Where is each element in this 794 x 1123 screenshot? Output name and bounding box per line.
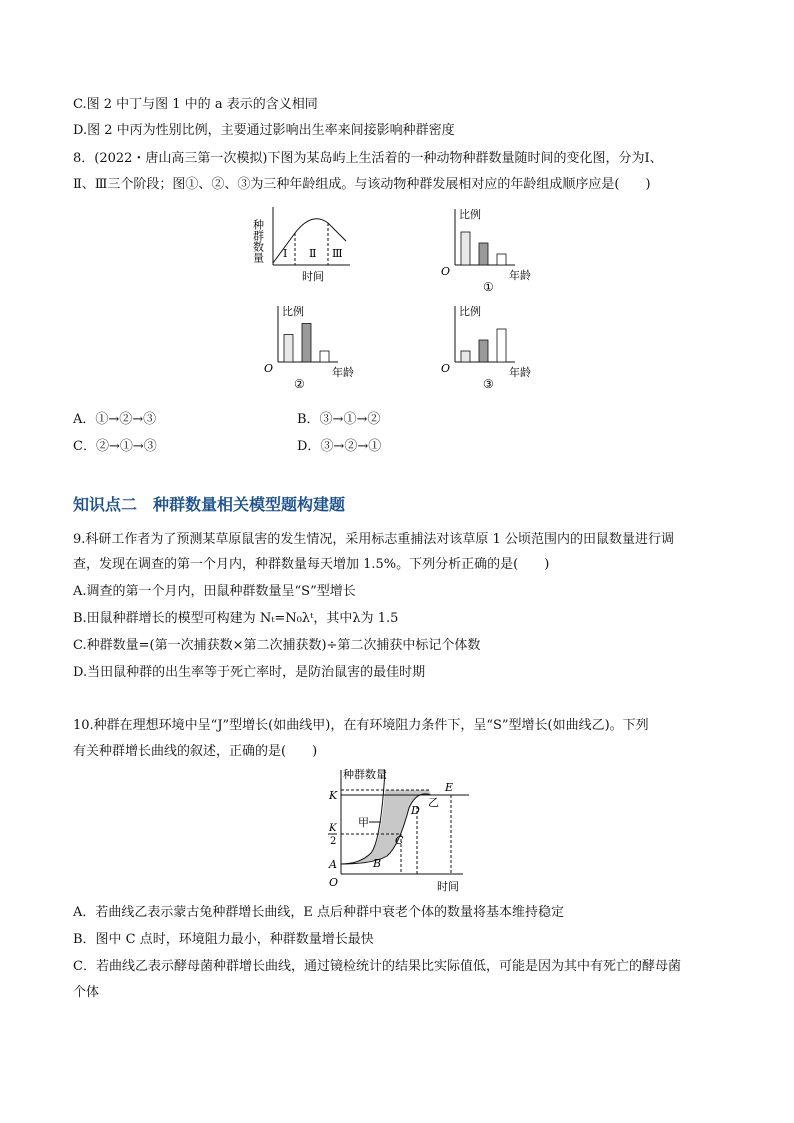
bar-成年 (302, 324, 311, 363)
q10-label-xlabel: 时间 (437, 880, 459, 893)
q10-label-k2-bot: 2 (330, 836, 337, 847)
q10-option-b: B．图中 C 点时，环境阻力最小，种群数量增长最快 (73, 932, 374, 947)
bar-幼年 (284, 335, 293, 363)
bar-老年 (497, 329, 506, 362)
bar-幼年 (461, 351, 470, 362)
q9-option-d: D.当田鼠种群的出生率等于死亡率时，是防治鼠害的最佳时期 (73, 665, 426, 680)
q8-stage-1: Ⅰ (283, 247, 288, 260)
q10-label-k: K (329, 789, 338, 802)
q10-label-c: C (395, 834, 404, 847)
bar2-ylabel: 比例 (282, 305, 304, 318)
bar-老年 (497, 254, 506, 265)
bar-成年 (479, 243, 488, 265)
q10-label-yi: 乙 (428, 796, 439, 809)
q10-label-b: B (373, 857, 382, 870)
q10-stem-line1: 10.种群在理想环境中呈“J”型增长(如曲线甲)，在有环境阻力条件下，呈“S”型增长(如曲线乙)。下列 (73, 718, 649, 733)
bar1-xlabel: 年龄 (509, 269, 531, 282)
q10-stem-line2: 有关种群增长曲线的叙述，正确的是( ) (73, 744, 318, 759)
q8-stem-line2: Ⅱ、Ⅲ三个阶段；图①、②、③为三种年龄组成。与该动物种群发展相对应的年龄组成顺序应是( ) (73, 177, 651, 192)
bar2-origin: O (264, 362, 274, 375)
q10-option-a: A．若曲线乙表示蒙古兔种群增长曲线，E 点后种群中衰老个体的数量将基本维持稳定 (73, 905, 565, 920)
bar3-caption: ③ (483, 377, 494, 391)
q9-stem-line2: 查，发现在调查的第一个月内，种群数量每天增加 1.5%。下列分析正确的是( ) (73, 557, 550, 572)
q7-option-c: C.图 2 中丁与图 1 中的 a 表示的含义相同 (73, 97, 318, 112)
q8-population-figure (250, 205, 370, 285)
q10-option-c-line1: C．若曲线乙表示酵母菌种群增长曲线，通过镜检统计的结果比实际值低，可能是因为其中有死亡的酵母菌 (73, 959, 681, 974)
q10-option-c-line2: 个体 (73, 985, 100, 1000)
bar3-xlabel: 年龄 (509, 366, 531, 379)
bar1-ylabel: 比例 (459, 208, 481, 221)
q8-bar-chart-1 (435, 205, 545, 295)
q8-fig-xlabel: 时间 (302, 270, 324, 283)
q10-label-d: D (411, 804, 420, 817)
q10-growth-figure (325, 768, 475, 894)
q9-stem-line1: 9.科研工作者为了预测某草原鼠害的发生情况，采用标志重捕法对该草原 1 公顷范围内的田鼠数量进行调 (73, 532, 674, 547)
bar-幼年 (461, 232, 470, 265)
section-heading: 知识点二 种群数量相关模型题构建题 (73, 495, 346, 514)
q10-label-e: E (445, 781, 454, 794)
q7-option-d: D.图 2 中丙为性别比例，主要通过影响出生率来间接影响种群密度 (73, 123, 455, 138)
q8-bar-chart-3 (435, 302, 545, 392)
q10-label-a: A (329, 858, 337, 871)
bar1-caption: ① (483, 280, 494, 294)
q9-option-a: A.调查的第一个月内，田鼠种群数量呈“S”型增长 (73, 584, 356, 599)
q8-fig-ylabel: 种群数量 (251, 219, 265, 263)
bar2-xlabel: 年龄 (332, 366, 354, 379)
q8-option-a: A．①→②→③ (73, 412, 157, 427)
q8-option-c: C．②→①→③ (73, 439, 157, 454)
q10-label-jia: 甲 (358, 816, 369, 829)
bar1-origin: O (441, 265, 451, 278)
bar3-ylabel: 比例 (459, 305, 481, 318)
bar-成年 (479, 340, 488, 362)
q8-option-b: B．③→①→② (297, 412, 381, 427)
bar3-origin: O (441, 362, 451, 375)
q10-label-ylabel: 种群数量 (343, 768, 387, 781)
q8-stage-2: Ⅱ (309, 247, 317, 260)
q8-bar-chart-2 (258, 302, 368, 392)
q10-label-k2-top: K (329, 823, 337, 834)
q8-stage-3: Ⅲ (332, 247, 343, 260)
bar2-caption: ② (294, 377, 305, 391)
q9-option-c: C.种群数量=(第一次捕获数×第二次捕获数)÷第二次捕获中标记个体数 (73, 638, 481, 653)
q8-stem-line1: 8．(2022・唐山高三第一次模拟)下图为某岛屿上生活着的一种动物种群数量随时间的变化图，分为Ⅰ、 (73, 151, 663, 166)
q8-option-d: D．③→②→① (297, 439, 382, 454)
q9-option-b: B.田鼠种群增长的模型可构建为 Nₜ=N₀λᵗ，其中λ为 1.5 (73, 611, 399, 626)
bar-老年 (320, 351, 329, 362)
q10-label-o: O (329, 876, 339, 889)
